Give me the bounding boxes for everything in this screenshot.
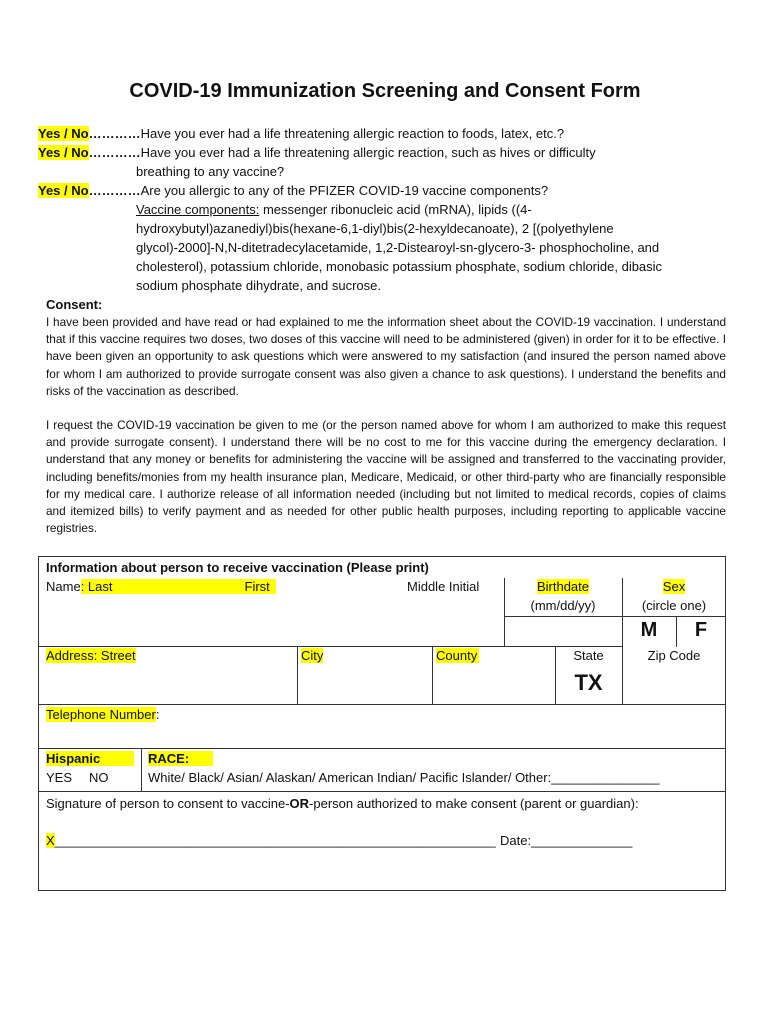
- yes-no-toggle[interactable]: Yes / No: [38, 126, 89, 141]
- name-label: Name: [46, 579, 81, 594]
- components-label: Vaccine components:: [136, 202, 260, 217]
- components-text: messenger ribonucleic acid (mRNA), lipids ((4-hydroxybutyl)azanediyl)bis(hexane-6,1-diyl)bis(2-hexyldecanoate), 2 [(polyethylene glycol)-2000]-N,N-ditetradecylacetamide, 1,2-Distearoyl-sn-glycero-3- phosphocholine, and cholesterol), potassium chloride, monobasic potassium phosphate, sodium chloride, dibasic sodium phosphate dihydrate, and sucrose.: [136, 202, 663, 293]
- name-field[interactable]: Name: Last First: [46, 579, 276, 594]
- question-2: Yes / No…………Have you ever had a life threatening allergic reaction, such as hives or difficulty: [38, 145, 596, 160]
- telephone-field[interactable]: Telephone Number:: [46, 707, 160, 722]
- birthdate-label: Birthdate: [536, 579, 590, 594]
- vaccine-components: [136, 200, 686, 295]
- hispanic-yes[interactable]: YES: [46, 770, 73, 785]
- date-field[interactable]: Date:______________: [500, 833, 633, 848]
- sex-hint: (circle one): [641, 598, 707, 613]
- state-label: State: [573, 648, 604, 663]
- middle-initial-label: Middle Initial: [407, 579, 480, 594]
- sex-option-female[interactable]: F: [694, 619, 708, 641]
- sex-label: Sex: [662, 579, 686, 594]
- zip-code-field[interactable]: Zip Code: [647, 648, 701, 663]
- date-label: Date:: [500, 833, 532, 848]
- race-label: RACE:: [148, 751, 213, 766]
- race-options[interactable]: White/ Black/ Asian/ Alaskan/ American Indian/ Pacific Islander/ Other:_______________: [148, 770, 660, 785]
- consent-paragraph-1: I have been provided and have read or had explained to me the information sheet about the COVID-19 vaccination. I understand that if this vaccine requires two doses, two doses of this vaccine will need to be administered (given) in order for it to be effective. I have been given an opportunity to ask questions which were answered to my satisfaction (and insured the person named above for whom I am authorized to provide surrogate consent was also given a chance to ask questions). I understand the benefits and risks of the vaccination as described.: [46, 315, 726, 398]
- form-header: Information about person to receive vaccination (Please print): [46, 560, 429, 575]
- consent-label: Consent:: [46, 297, 103, 312]
- address-street-field[interactable]: Address: Street: [46, 648, 136, 663]
- last-name-label: Last: [84, 579, 244, 594]
- yes-no-toggle[interactable]: Yes / No: [38, 183, 89, 198]
- yes-no-toggle[interactable]: Yes / No: [38, 145, 89, 160]
- question-2-continued: breathing to any vaccine?: [136, 164, 285, 179]
- question-1: Yes / No…………Have you ever had a life threatening allergic reaction to foods, latex, etc.?: [38, 126, 565, 141]
- hispanic-no[interactable]: NO: [89, 770, 109, 785]
- birthdate-format: (mm/dd/yy): [530, 598, 596, 613]
- first-name-label: First: [245, 579, 276, 594]
- signature-x-mark: X: [46, 833, 55, 848]
- page-title: COVID-19 Immunization Screening and Consent Form: [129, 80, 641, 102]
- state-value: TX: [574, 670, 603, 695]
- sex-option-male[interactable]: M: [640, 619, 658, 641]
- consent-paragraph-2: I request the COVID-19 vaccination be given to me (or the person named above for whom I am authorized to make this request and provide surrogate consent). I understand there will be no cost to me for this vaccine during the emergency declaration. I understand that any money or benefits for administering the vaccine will be assigned and transferred to the vaccinating provider, including benefits/monies from my health insurance plan, Medicare, Medicaid, or other third-party who are financially responsible for my medical care. I authorize release of all information needed (including but not limited to medical records, copies of claims and itemized bills) to verify payment and as needed for other public health purposes, including reporting to applicable vaccine registries.: [46, 418, 726, 536]
- city-field[interactable]: City: [301, 648, 324, 663]
- county-field[interactable]: County: [436, 648, 478, 663]
- signature-line[interactable]: X_____________________________________________________________: [46, 833, 496, 848]
- birthdate-input[interactable]: [505, 617, 621, 645]
- hispanic-label: Hispanic: [46, 751, 134, 766]
- question-3: Yes / No…………Are you allergic to any of the PFIZER COVID-19 vaccine components?: [38, 183, 549, 198]
- signature-instructions: Signature of person to consent to vaccine-OR-person authorized to make consent (parent or guardian):: [46, 796, 639, 811]
